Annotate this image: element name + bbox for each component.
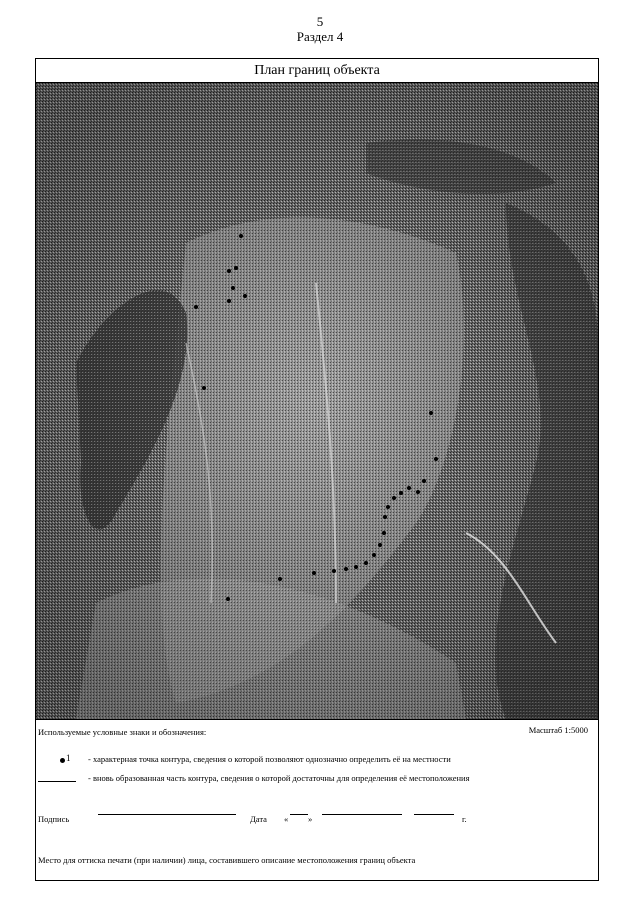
point-dot-icon [60,758,65,763]
legend-point-text: - характерная точка контура, сведения о которой позволяют однозначно определить её на местности [88,754,451,764]
legend-title: Используемые условные знаки и обозначения: [38,727,207,737]
signature-row [38,814,594,826]
year-suffix: г. [462,814,467,824]
date-day-field[interactable] [290,814,308,815]
signature-label: Подпись [38,814,70,824]
dashed-line-icon [38,781,76,782]
scale-label: Масштаб 1:5000 [528,725,588,735]
section-title: Раздел 4 [296,29,344,44]
aerial-map [36,83,598,720]
stamp-text: Место для оттиска печати (при наличии) лица, составившего описание местоположения границ объекта [38,855,416,865]
point-number: 1 [66,753,71,763]
point-symbol [38,754,80,766]
quote-close: » [308,814,313,824]
plan-title: План границ объекта [36,59,598,83]
date-label: Дата [250,814,267,824]
page-number: 5 [316,14,324,29]
legend-line-text: - вновь образованная часть контура, сведения о которой достаточны для определения её местоположения [88,773,470,783]
quote-open: « [284,814,289,824]
signature-field[interactable] [98,814,236,815]
aerial-image [36,83,598,719]
date-month-field[interactable] [322,814,402,815]
line-symbol [38,773,80,785]
document-frame [35,58,599,881]
date-year-field[interactable] [414,814,454,815]
